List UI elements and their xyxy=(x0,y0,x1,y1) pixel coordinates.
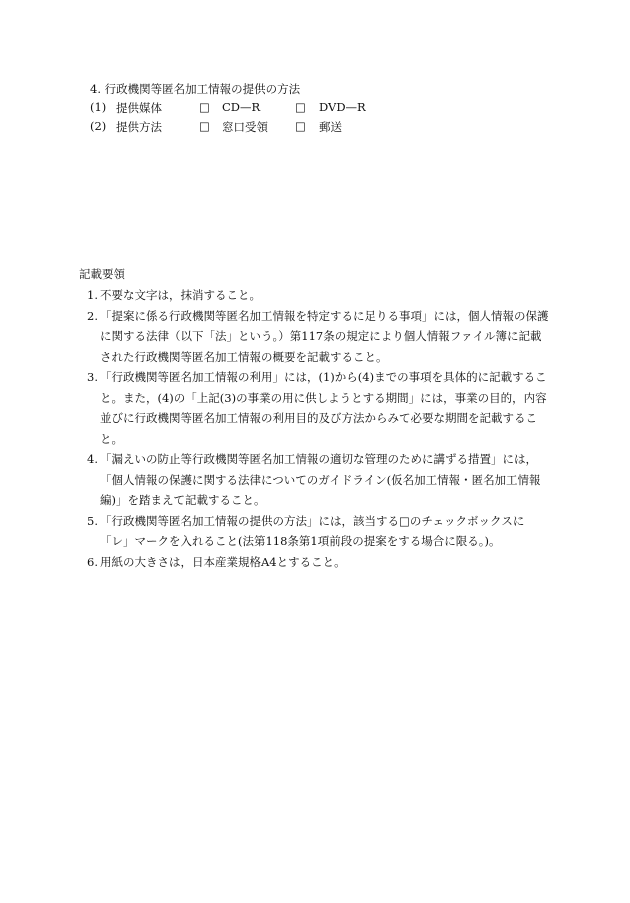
note-text: 「行政機関等匿名加工情報の提供の方法」には，該当する□のチェックボックスに「レ」マークを入れること(法第118条第1項前段の提案をする場合に限る。)。 xyxy=(100,513,525,548)
note-number: 5. xyxy=(87,513,98,528)
note-number: 1. xyxy=(87,288,98,302)
note-item xyxy=(82,511,550,552)
note-text: 「行政機関等匿名加工情報の利用」には，(1)から(4)までの事項を具体的に記載すること。また，(4)の「上記(3)の事業の用に供しようとする期間」には，事業の目的，内容並びに行政機関等匿名加工情報の利用目的及び方法からみて必要な期間を記載すること。 xyxy=(100,370,547,446)
note-text: 用紙の大きさは，日本産業規格A4とすること。 xyxy=(100,554,346,569)
choice-label-dvd-r: DVD—R xyxy=(319,100,366,114)
checkbox-counter-pickup[interactable]: □ xyxy=(199,119,210,133)
note-number: 2. xyxy=(87,308,98,323)
note-item xyxy=(82,449,550,511)
note-text: 「漏えいの防止等行政機関等匿名加工情報の適切な管理のために講ずる措置」には，「個人情報の保護に関する法律についてのガイドライン(仮名加工情報・匿名加工情報編)」を踏まえて記載すること。 xyxy=(100,452,541,507)
note-number: 3. xyxy=(87,370,98,384)
note-text: 不要な文字は，抹消すること。 xyxy=(100,288,261,302)
section-4-title: 4. 行政機関等匿名加工情報の提供の方法 xyxy=(90,82,301,96)
choice-label-counter-pickup: 窓口受領 xyxy=(222,120,268,134)
checkbox-mail[interactable]: □ xyxy=(295,119,306,133)
checkbox-cd-r[interactable]: □ xyxy=(199,100,210,114)
notes-list xyxy=(82,285,550,572)
notes-heading: 記載要領 xyxy=(79,267,125,281)
note-item xyxy=(82,367,550,449)
note-item xyxy=(82,552,550,573)
choice-label-cd-r: CD—R xyxy=(222,100,261,114)
option-number: (2) xyxy=(90,119,107,133)
option-label: 提供媒体 xyxy=(116,101,162,115)
option-number: (1) xyxy=(90,100,107,114)
note-text: 「提案に係る行政機関等匿名加工情報を特定するに足りる事項」には，個人情報の保護に関する法律（以下「法」という。）第117条の規定により個人情報ファイル簿に記載された行政機関等匿名加工情報の概要を記載すること。 xyxy=(100,308,549,364)
note-item xyxy=(82,285,550,306)
note-number: 4. xyxy=(87,452,98,466)
checkbox-dvd-r[interactable]: □ xyxy=(295,100,306,114)
choice-label-mail: 郵送 xyxy=(319,120,342,134)
note-number: 6. xyxy=(87,554,98,569)
option-label: 提供方法 xyxy=(116,120,162,134)
note-item xyxy=(82,306,550,368)
